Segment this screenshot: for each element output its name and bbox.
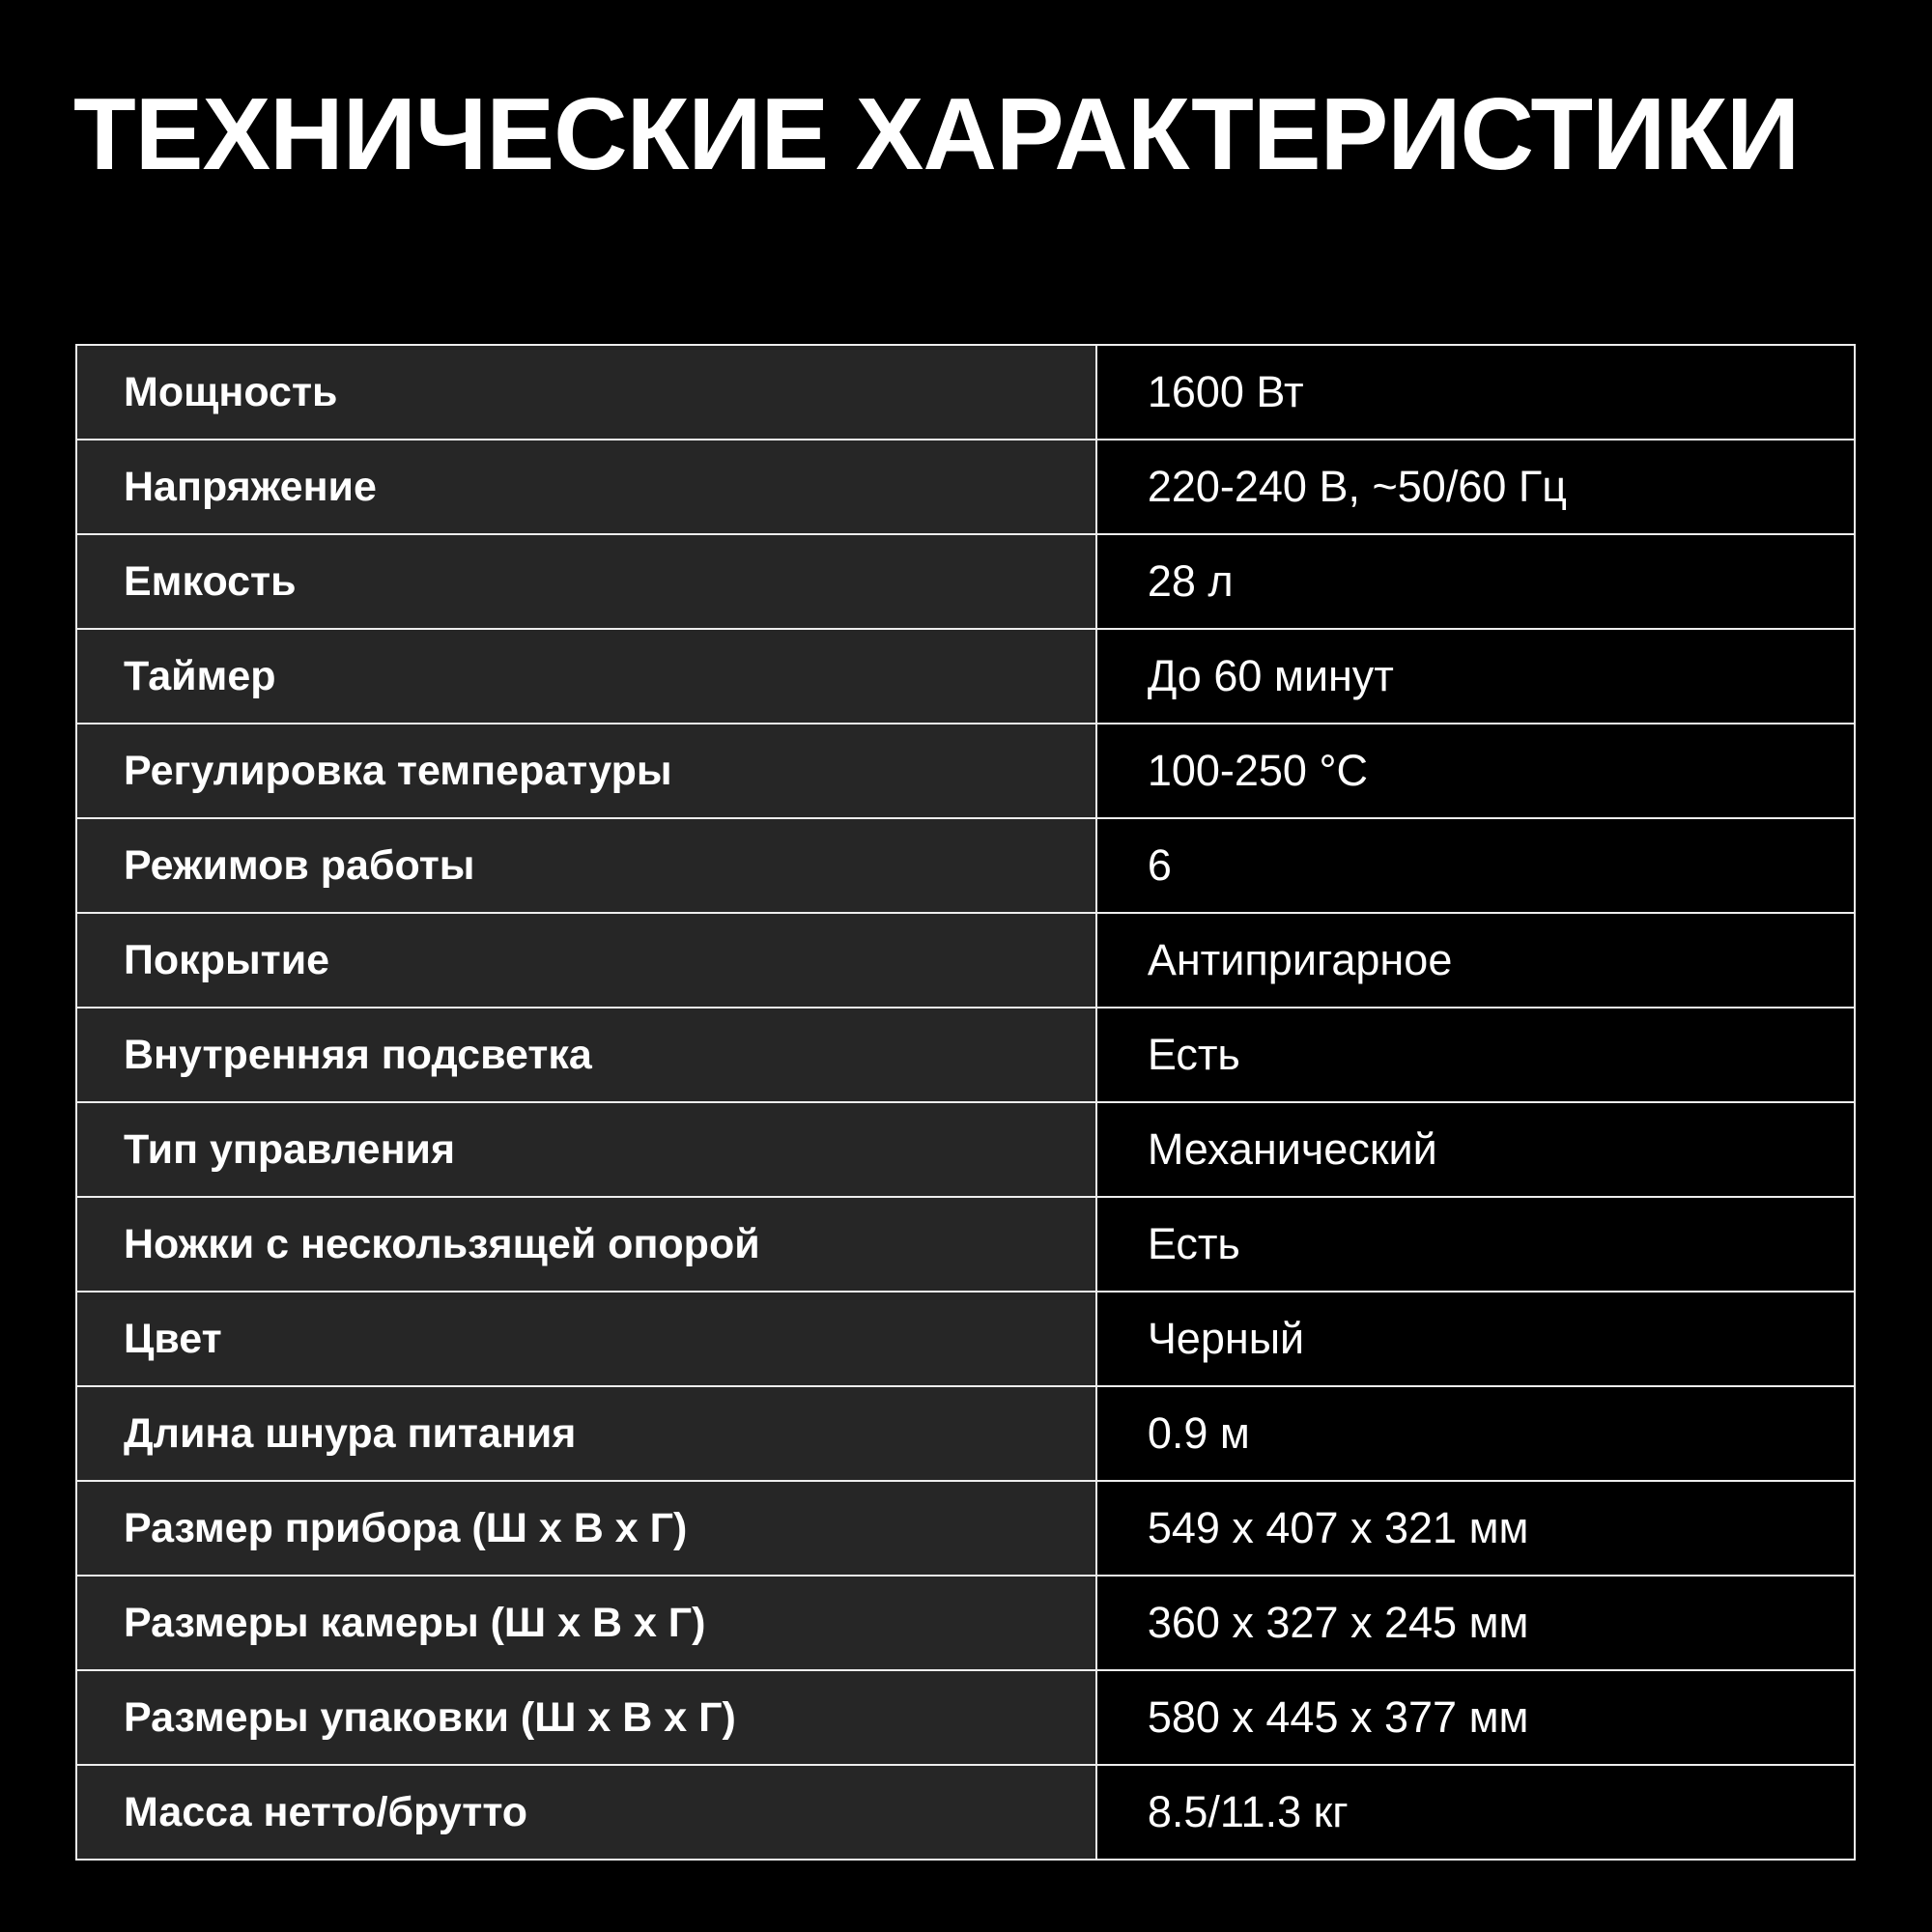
table-row (76, 1102, 1855, 1197)
spec-value: Черный (1096, 1292, 1855, 1386)
spec-value: 8.5/11.3 кг (1096, 1765, 1855, 1860)
table-row (76, 629, 1855, 724)
spec-label: Напряжение (76, 440, 1096, 534)
table-row (76, 440, 1855, 534)
spec-label: Таймер (76, 629, 1096, 724)
spec-value: Механический (1096, 1102, 1855, 1197)
spec-label: Мощность (76, 345, 1096, 440)
spec-value: 28 л (1096, 534, 1855, 629)
table-row (76, 1576, 1855, 1670)
table-row (76, 818, 1855, 913)
table-row (76, 724, 1855, 818)
spec-label: Цвет (76, 1292, 1096, 1386)
table-row (76, 1765, 1855, 1860)
table-row (76, 913, 1855, 1008)
spec-label: Длина шнура питания (76, 1386, 1096, 1481)
table-row (76, 1008, 1855, 1102)
spec-value: 1600 Вт (1096, 345, 1855, 440)
spec-value: 6 (1096, 818, 1855, 913)
spec-label: Размеры камеры (Ш х В х Г) (76, 1576, 1096, 1670)
spec-value: 360 х 327 х 245 мм (1096, 1576, 1855, 1670)
table-row (76, 534, 1855, 629)
spec-label: Масса нетто/брутто (76, 1765, 1096, 1860)
spec-value: 580 х 445 х 377 мм (1096, 1670, 1855, 1765)
spec-label: Емкость (76, 534, 1096, 629)
table-row (76, 345, 1855, 440)
spec-label: Режимов работы (76, 818, 1096, 913)
table-row (76, 1292, 1855, 1386)
spec-label: Регулировка температуры (76, 724, 1096, 818)
spec-label: Размеры упаковки (Ш х В х Г) (76, 1670, 1096, 1765)
table-row (76, 1670, 1855, 1765)
spec-value: Есть (1096, 1197, 1855, 1292)
spec-table (75, 344, 1856, 1861)
spec-label: Ножки с нескользящей опорой (76, 1197, 1096, 1292)
spec-value: Антипригарное (1096, 913, 1855, 1008)
spec-label: Внутренняя подсветка (76, 1008, 1096, 1102)
table-row (76, 1197, 1855, 1292)
spec-value: 220-240 В, ~50/60 Гц (1096, 440, 1855, 534)
spec-label: Покрытие (76, 913, 1096, 1008)
spec-value: 549 х 407 х 321 мм (1096, 1481, 1855, 1576)
spec-label: Тип управления (76, 1102, 1096, 1197)
page-title: ТЕХНИЧЕСКИЕ ХАРАКТЕРИСТИКИ (73, 77, 1800, 191)
table-row (76, 1386, 1855, 1481)
table-row (76, 1481, 1855, 1576)
spec-value: До 60 минут (1096, 629, 1855, 724)
spec-value: Есть (1096, 1008, 1855, 1102)
spec-value: 0.9 м (1096, 1386, 1855, 1481)
spec-value: 100-250 °C (1096, 724, 1855, 818)
spec-label: Размер прибора (Ш х В х Г) (76, 1481, 1096, 1576)
